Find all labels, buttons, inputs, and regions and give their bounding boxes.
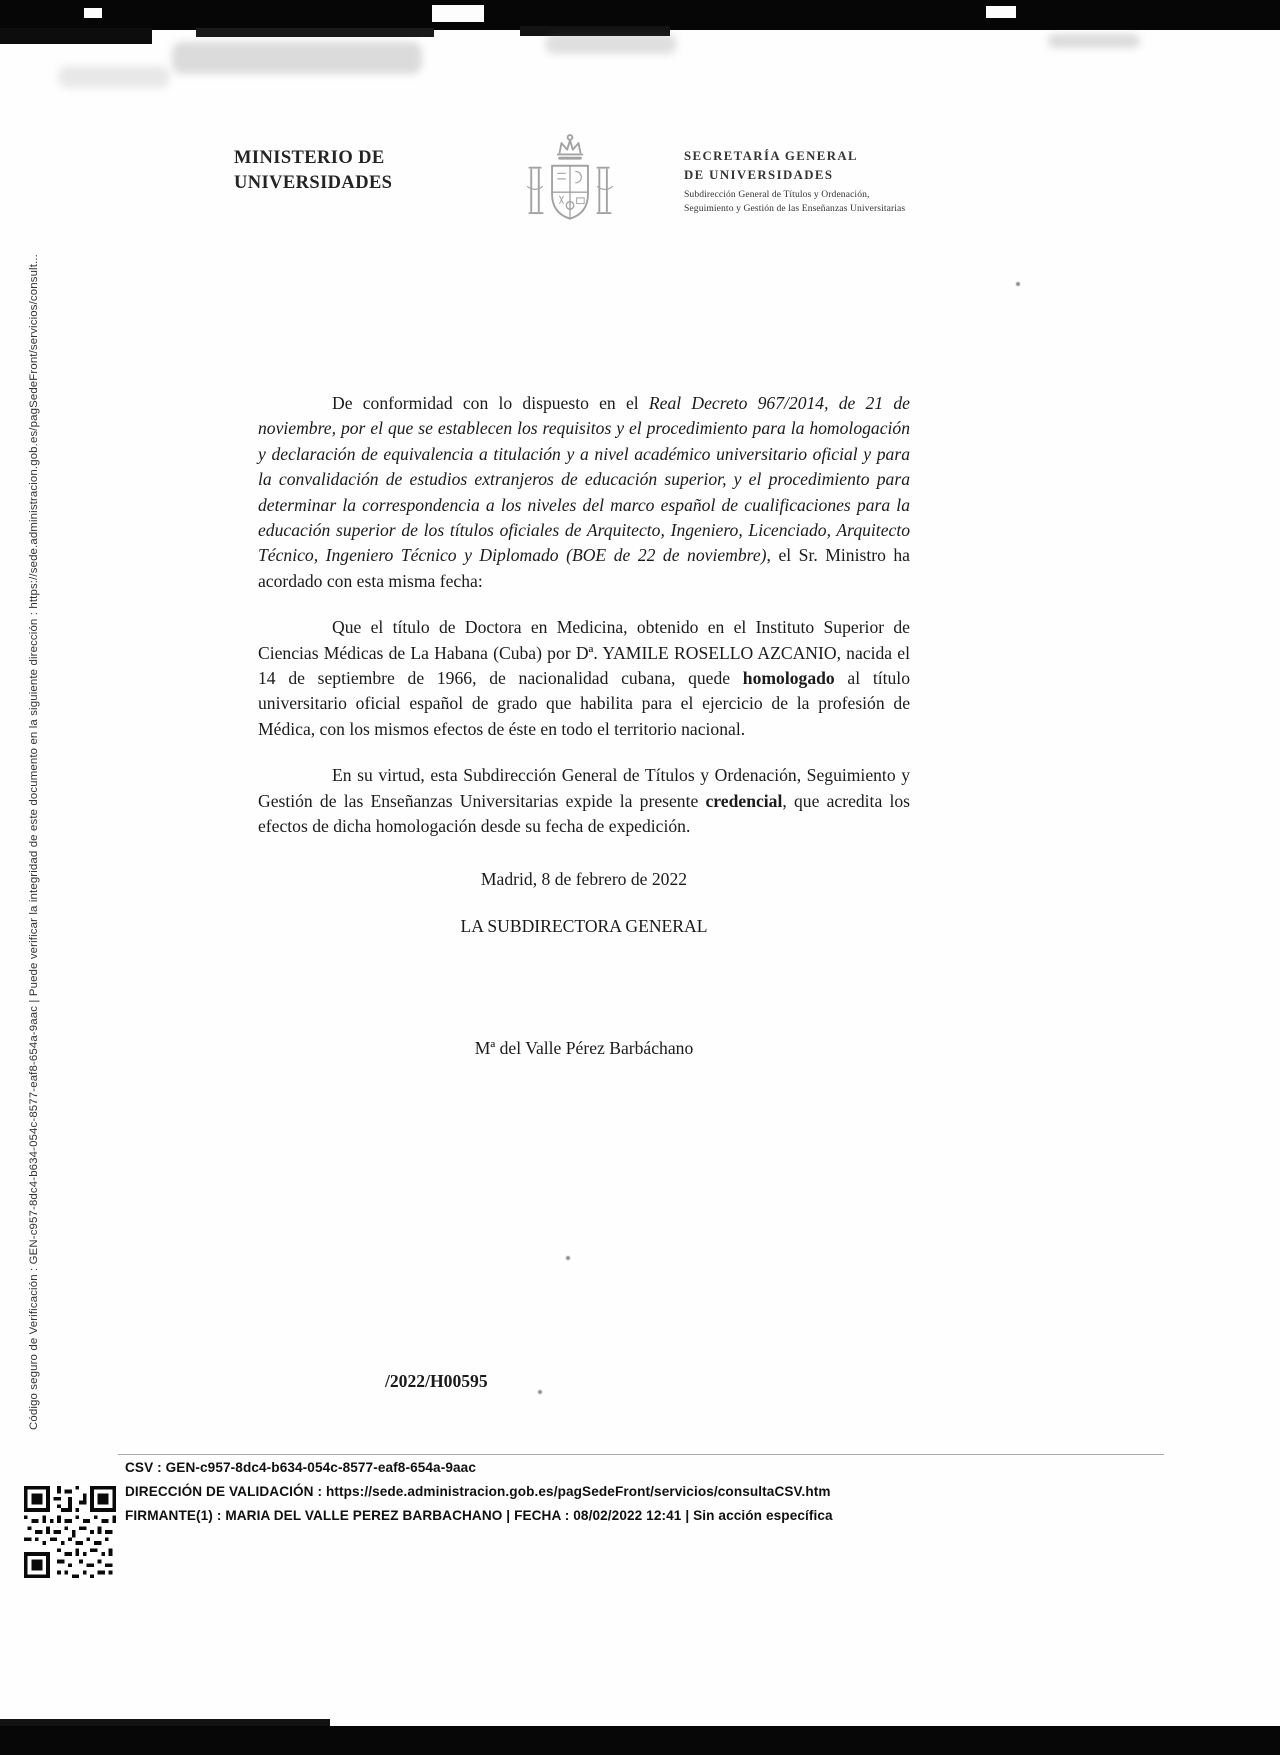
scan-speck bbox=[538, 1390, 542, 1394]
scan-smudge bbox=[1048, 34, 1140, 48]
footer-divider bbox=[118, 1454, 1164, 1455]
scan-smudge bbox=[545, 34, 677, 54]
scan-artifact-bottom-bar bbox=[0, 1726, 1280, 1755]
scan-artifact-chunk bbox=[0, 1719, 330, 1726]
p3-credencial-bold: credencial bbox=[705, 790, 783, 811]
secretaria-general-block bbox=[684, 147, 905, 215]
p3-tail: , que acredita los efectos de dicha homologación desde su fecha de expedición. bbox=[258, 790, 910, 837]
p1-tail: , el Sr. Ministro ha acordado con esta misma fecha: bbox=[258, 545, 910, 591]
document-body bbox=[258, 391, 910, 1062]
paragraph-credential bbox=[258, 763, 910, 839]
scan-notch bbox=[986, 6, 1016, 18]
scan-speck bbox=[566, 1256, 570, 1260]
secretaria-line1: SECRETARÍA GENERAL bbox=[684, 149, 858, 163]
paragraph-resolution bbox=[258, 615, 910, 742]
ministry-line1: MINISTERIO DE bbox=[234, 148, 385, 168]
firmante-line: FIRMANTE(1) : MARIA DEL VALLE PEREZ BARBACHANO | FECHA : 08/02/2022 12:41 | Sin acción específica bbox=[125, 1508, 833, 1523]
footer-text-block bbox=[125, 1460, 833, 1532]
file-number: /2022/H00595 bbox=[385, 1371, 488, 1391]
signer-title: LA SUBDIRECTORA GENERAL bbox=[460, 915, 708, 936]
scan-notch bbox=[432, 5, 484, 22]
scan-smudge bbox=[58, 66, 170, 88]
p3-lead: En su virtud, esta Subdirección General de Títulos y Ordenación, Seguimiento y Gestión de las Enseñanzas Universitarias expide la presente bbox=[258, 765, 910, 811]
date-line: Madrid, 8 de febrero de 2022 bbox=[480, 868, 688, 889]
scan-speck bbox=[1016, 282, 1020, 286]
scan-artifact-chunk bbox=[0, 28, 152, 44]
scan-smudge bbox=[172, 42, 422, 74]
scan-notch bbox=[84, 8, 102, 18]
spain-coat-of-arms-icon bbox=[518, 128, 622, 264]
p1-lead: De conformidad con lo dispuesto en el bbox=[332, 393, 649, 413]
scan-artifact-chunk bbox=[196, 28, 434, 37]
csv-vertical-verification-text: Código seguro de Verificación : GEN-c957-8dc4-b634-054c-8577-eaf8-654a-9aac | Puede verificar la integridad de este documento en la siguiente dirección : https://sede.administracion.gob.es/pagSedeFront/servicios/consult... bbox=[28, 254, 40, 1430]
p2-lead: Que el título de Doctora en Medicina, obtenido en el Instituto Superior de Ciencias Médicas de La Habana (Cuba) por Dª. YAMILE ROSELLO AZCANIO, nacida el 14 de septiembre de 1966, de nacionalidad cubana, quede bbox=[258, 617, 910, 689]
p1-decree-italic: Real Decreto 967/2014, de 21 de noviembre, por el que se establecen los requisitos y el procedimiento para la homologación y declaración de equivalencia a titulación y a nivel académico universitario oficial y para la convalidación de estudios extranjeros de educación superior, y el procedimiento para determinar la correspondencia a los niveles del marco español de cualificaciones para la educación superior de los títulos oficiales de Arquitecto, Ingeniero, Licenciado, Arquitecto Técnico, Ingeniero Técnico y Diplomado (BOE de 22 de noviembre) bbox=[258, 393, 910, 566]
subdireccion-line1: Subdirección General de Títulos y Ordenación, bbox=[684, 189, 870, 201]
csv-line: CSV : GEN-c957-8dc4-b634-054c-8577-eaf8-654a-9aac bbox=[125, 1460, 476, 1475]
subdireccion-line2: Seguimiento y Gestión de las Enseñanzas Universitarias bbox=[684, 202, 906, 214]
p2-tail: al título universitario oficial español de grado que habilita para el ejercicio de la profesión de Médica, con los mismos efectos de éste en todo el territorio nacional. bbox=[258, 668, 910, 739]
validation-url-line: DIRECCIÓN DE VALIDACIÓN : https://sede.administracion.gob.es/pagSedeFront/servicios/consultaCSV.htm bbox=[125, 1484, 831, 1499]
ministry-line2: UNIVERSIDADES bbox=[234, 172, 393, 193]
qr-code bbox=[24, 1486, 116, 1578]
ministry-title bbox=[234, 146, 392, 196]
signer-name: Mª del Valle Pérez Barbáchano bbox=[474, 1038, 694, 1059]
p2-homologado-bold: homologado bbox=[742, 668, 835, 689]
secretaria-line2: DE UNIVERSIDADES bbox=[684, 167, 834, 182]
paragraph-legal-basis bbox=[258, 391, 910, 594]
